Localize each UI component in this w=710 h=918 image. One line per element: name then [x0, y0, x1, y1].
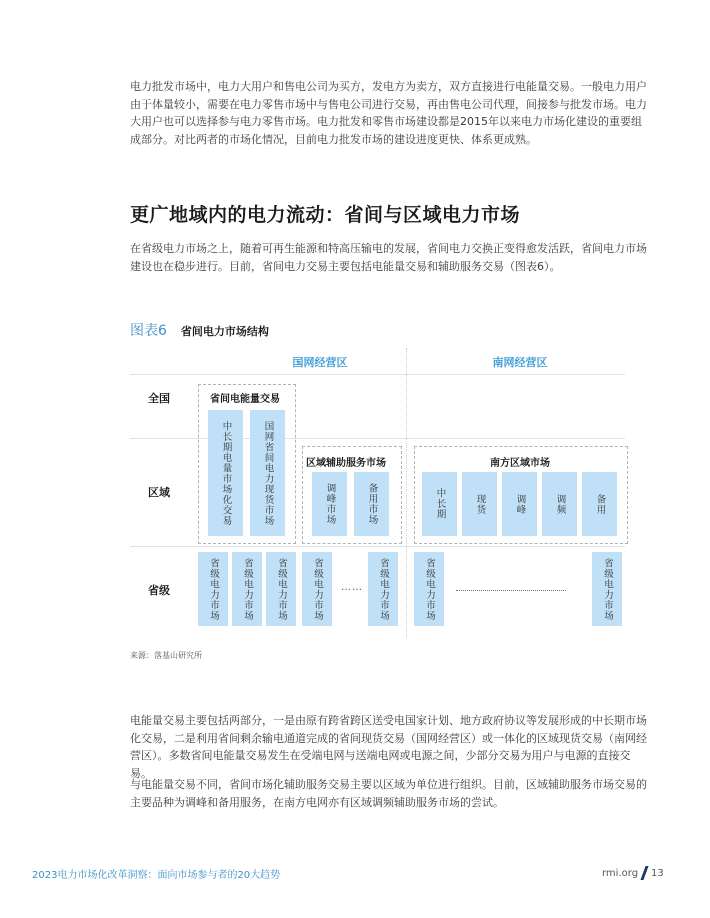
section-heading: 更广地域内的电力流动：省间与区域电力市场 — [130, 204, 521, 226]
column-divider — [406, 348, 407, 638]
row-label-regional: 区域 — [148, 486, 170, 499]
page-number: 13 — [651, 868, 664, 879]
section-paragraph: 在省级电力市场之上，随着可再生能源和特高压输电的发展，省间电力交换正变得愈发活跃，省间电力市场建设也在稳步进行。目前，省间电力交易主要包括电能量交易和辅助服务交易（图表6）。 — [130, 242, 647, 273]
cell-provincial-market: 省级电力市场 — [592, 552, 622, 626]
cell-south-mid-long: 中长期 — [422, 472, 457, 536]
intro-paragraph: 电力批发市场中，电力大用户和售电公司为买方，发电方为卖方，双方直接进行电能量交易。一般电力用户由于体量较小，需要在电力零售市场中与售电公司进行交易，再由售电公司代理，间接参与批发市场。电力大用户也可以选择参与电力零售市场。电力批发和零售市场建设都是2015年以来电力市场化建设的重要组成部分。对比两者的市场化情况，目前电力批发市场的建设进度更快、体系更成熟。 — [130, 80, 647, 146]
provincial-ellipsis: …… — [341, 582, 363, 593]
cell-sgcc-spot: 国网省间电力现货市场 — [250, 410, 285, 536]
footer-site: rmi.org — [602, 868, 639, 879]
cell-provincial-market: 省级电力市场 — [266, 552, 296, 626]
market-structure-diagram — [130, 342, 630, 642]
footer-slash-divider — [640, 866, 648, 880]
group-title-south-regional: 南方区域市场 — [490, 458, 550, 469]
cell-south-spot: 现货 — [462, 472, 497, 536]
cell-provincial-market: 省级电力市场 — [368, 552, 398, 626]
cell-peak-regulation: 调峰市场 — [312, 472, 347, 536]
aux-services-paragraph: 与电能量交易不同，省间市场化辅助服务交易主要以区域为单位进行组织。目前，区域辅助服务市场交易的主要品种为调峰和备用服务，在南方电网亦有区域调频辅助服务市场的尝试。 — [130, 778, 647, 809]
cell-mid-long-term: 中长期电量市场化交易 — [208, 410, 243, 536]
group-title-interprovincial-energy: 省间电能量交易 — [210, 394, 280, 405]
row-label-provincial: 省级 — [148, 584, 170, 597]
provincial-dotted-line — [456, 590, 566, 591]
row-label-national: 全国 — [148, 392, 170, 405]
cell-reserve: 备用市场 — [354, 472, 389, 536]
col-header-state-grid: 国网经营区 — [292, 356, 348, 369]
cell-provincial-market: 省级电力市场 — [302, 552, 332, 626]
figure-number: 图表6 — [130, 323, 167, 339]
cell-south-reserve: 备用 — [582, 472, 617, 536]
cell-provincial-market: 省级电力市场 — [198, 552, 228, 626]
cell-south-peak: 调峰 — [502, 472, 537, 536]
energy-trading-paragraph: 电能量交易主要包括两部分，一是由原有跨省跨区送受电国家计划、地方政府协议等发展形成的中长期市场化交易，二是利用省间剩余输电通道完成的省间现货交易（国网经营区）或一体化的区域现货交易（南网经营区）。多数省间电能量交易发生在受端电网与送端电网或电源之间，少部分交易为用户与电源的直接交易。 — [130, 714, 647, 780]
footer-page-info — [602, 866, 664, 880]
cell-south-frequency: 调频 — [542, 472, 577, 536]
row-separator — [130, 546, 625, 547]
figure-title — [130, 320, 269, 340]
col-header-south-grid: 南网经营区 — [492, 356, 548, 369]
row-separator — [130, 374, 625, 375]
figure-source: 来源：落基山研究所 — [130, 651, 202, 660]
cell-provincial-market: 省级电力市场 — [232, 552, 262, 626]
figure-name: 省间电力市场结构 — [180, 325, 269, 338]
cell-provincial-market: 省级电力市场 — [414, 552, 444, 626]
group-title-regional-aux: 区域辅助服务市场 — [306, 458, 386, 469]
footer-report-title: 2023电力市场化改革洞察：面向市场参与者的20大趋势 — [32, 870, 281, 881]
